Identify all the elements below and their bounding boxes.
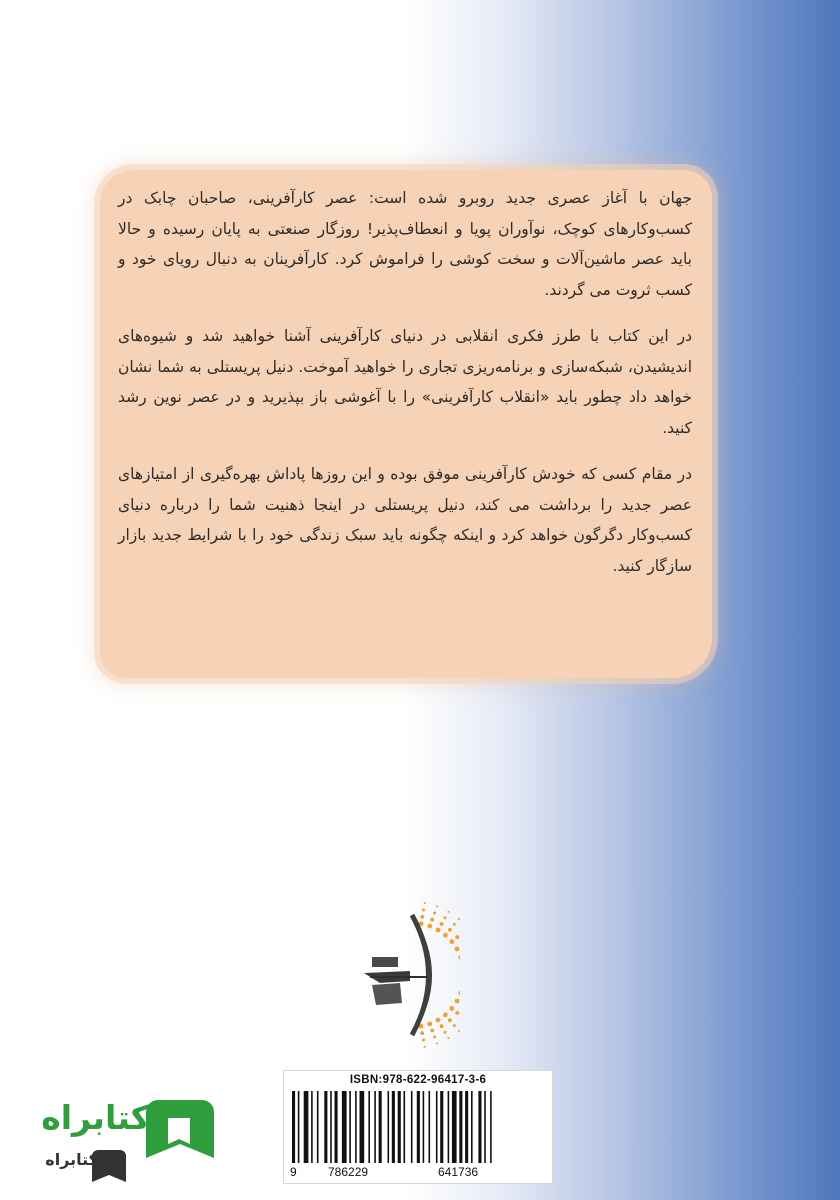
logo-ray-dot <box>455 947 460 952</box>
barcode-bar <box>392 1091 395 1163</box>
logo-ray-dot <box>444 916 447 919</box>
logo-ray-dot <box>433 1036 436 1039</box>
barcode-bar <box>465 1091 468 1163</box>
isbn-barcode-block <box>283 1070 553 1184</box>
logo-ray-dot <box>427 924 432 929</box>
barcode-bar <box>436 1091 438 1163</box>
barcode-bar <box>311 1091 313 1163</box>
barcode-bar <box>349 1091 351 1163</box>
logo-ray-dot <box>440 922 444 926</box>
logo-ray-dot <box>455 1011 459 1015</box>
barcode-bar <box>411 1091 413 1163</box>
ketabrah-wordmark-small: کتابراه <box>45 1150 98 1169</box>
barcode-bar <box>478 1091 481 1163</box>
barcode-bar <box>423 1091 425 1163</box>
barcode-bar <box>484 1091 486 1163</box>
logo-ray-dot <box>443 1012 448 1017</box>
barcode-bar <box>417 1091 420 1163</box>
isbn-label: ISBN:978-622-96417-3-6 <box>349 1074 487 1086</box>
logo-ray-dot <box>436 1018 441 1023</box>
barcode-bar <box>330 1091 332 1163</box>
logo-ray-dot <box>453 1024 456 1027</box>
barcode-bar <box>379 1091 382 1163</box>
logo-ray-dot <box>436 1043 438 1045</box>
logo-ray-dot <box>424 1046 426 1048</box>
logo-ray-dot <box>458 1030 460 1032</box>
logo-ray-dot <box>455 935 459 939</box>
logo-ray-dot <box>430 918 434 922</box>
logo-ray-dot <box>449 1006 454 1011</box>
barcode-bar <box>298 1091 300 1163</box>
barcode-bar <box>324 1091 327 1163</box>
barcode-bar <box>304 1091 309 1163</box>
logo-ray-dot <box>459 955 461 960</box>
ketabrah-wordmark: کتابراه <box>41 1098 150 1137</box>
barcode-bar <box>452 1091 457 1163</box>
logo-ray-dot <box>455 999 460 1004</box>
barcode-icon <box>290 1091 546 1163</box>
logo-ray-dot <box>458 918 460 920</box>
barcode-bar <box>360 1091 365 1163</box>
barcode-bar <box>355 1091 357 1163</box>
logo-ray-dot <box>433 912 436 915</box>
logo-ray-dot <box>449 939 454 944</box>
logo-ray-dot <box>448 928 452 932</box>
logo-ray-dot <box>420 1031 424 1035</box>
logo-ray-dot <box>424 902 426 904</box>
barcode-bar <box>490 1091 492 1163</box>
back-cover-blurb <box>118 183 692 597</box>
logo-ray-dot <box>459 990 461 995</box>
barcode-digits-right: 641736 <box>438 1165 479 1179</box>
logo-ray-dot <box>447 1037 449 1039</box>
logo-ray-dot <box>436 905 438 907</box>
barcode-bar <box>440 1091 443 1163</box>
blurb-paragraph-2: در این کتاب با طرز فکری انقلابی در دنیای کارآفرینی آشنا خواهید شد و شیوه‌های اندیشیدن، شبکه‌سازی و برنامه‌ریزی تجاری را خواهید آموخت. دنیل پریستلی به شما نشان خواهد داد چطور باید «انقلاب کارآفرینی» را با آغوشی باز بپذیرید و در عصر نوین رشد کنید. <box>118 327 692 437</box>
barcode-bar <box>388 1091 390 1163</box>
barcode-digits-left: 786229 <box>328 1165 369 1179</box>
barcode-bar <box>374 1091 376 1163</box>
barcode-bar <box>317 1091 319 1163</box>
publisher-archer-logo-icon <box>350 895 460 1055</box>
logo-ray-dot <box>440 1024 444 1028</box>
logo-ray-dot <box>420 915 424 919</box>
barcode-bar <box>335 1091 338 1163</box>
barcode-bar <box>471 1091 473 1163</box>
barcode-lead-digit: 9 <box>290 1165 297 1179</box>
logo-ray-dot <box>448 1018 452 1022</box>
barcode-bar <box>404 1091 406 1163</box>
logo-ray-dot <box>443 933 448 938</box>
logo-ray-dot <box>430 1028 434 1032</box>
barcode-bar <box>342 1091 347 1163</box>
logo-ray-dot <box>444 1031 447 1034</box>
logo-ray-dot <box>422 1039 425 1042</box>
barcode-bar <box>398 1091 401 1163</box>
logo-ray-dot <box>453 923 456 926</box>
barcode-bar <box>459 1091 462 1163</box>
barcode-bar <box>292 1091 295 1163</box>
barcode-bar <box>429 1091 431 1163</box>
barcode-bar <box>368 1091 370 1163</box>
blurb-paragraph-3: در مقام کسی که خودش کارآفرینی موفق بوده و این روزها پاداش بهره‌گیری از امتیازهای عصر جدید را برداشت می کند، دنیل پریستلی در اینجا ذهنیت شما را درباره دنیای کسب‌وکار دگرگون خواهد کرد و اینکه چگونه باید سبک زندگی خود را با شرایط جدید بازار سازگار کنید. <box>118 465 692 575</box>
logo-ray-dot <box>427 1022 432 1027</box>
barcode-bar <box>448 1091 450 1163</box>
blurb-paragraph-1: جهان با آغاز عصری جدید روبرو شده است: عصر کارآفرینی، صاحبان چابک در کسب‌وکارهای کوچک، نوآوران پویا و انعطاف‌پذیر! روزگار صنعتی به پایان رسیده و حالا باید عصر ماشین‌آلات و سخت کوشی را فراموش کرد. کارآفرینان به دنبال رویای خود و کسب ثروت می گردند. <box>118 189 692 299</box>
logo-ray-dot <box>436 928 441 933</box>
logo-ray-dot <box>422 909 425 912</box>
logo-ray-dot <box>447 911 449 913</box>
